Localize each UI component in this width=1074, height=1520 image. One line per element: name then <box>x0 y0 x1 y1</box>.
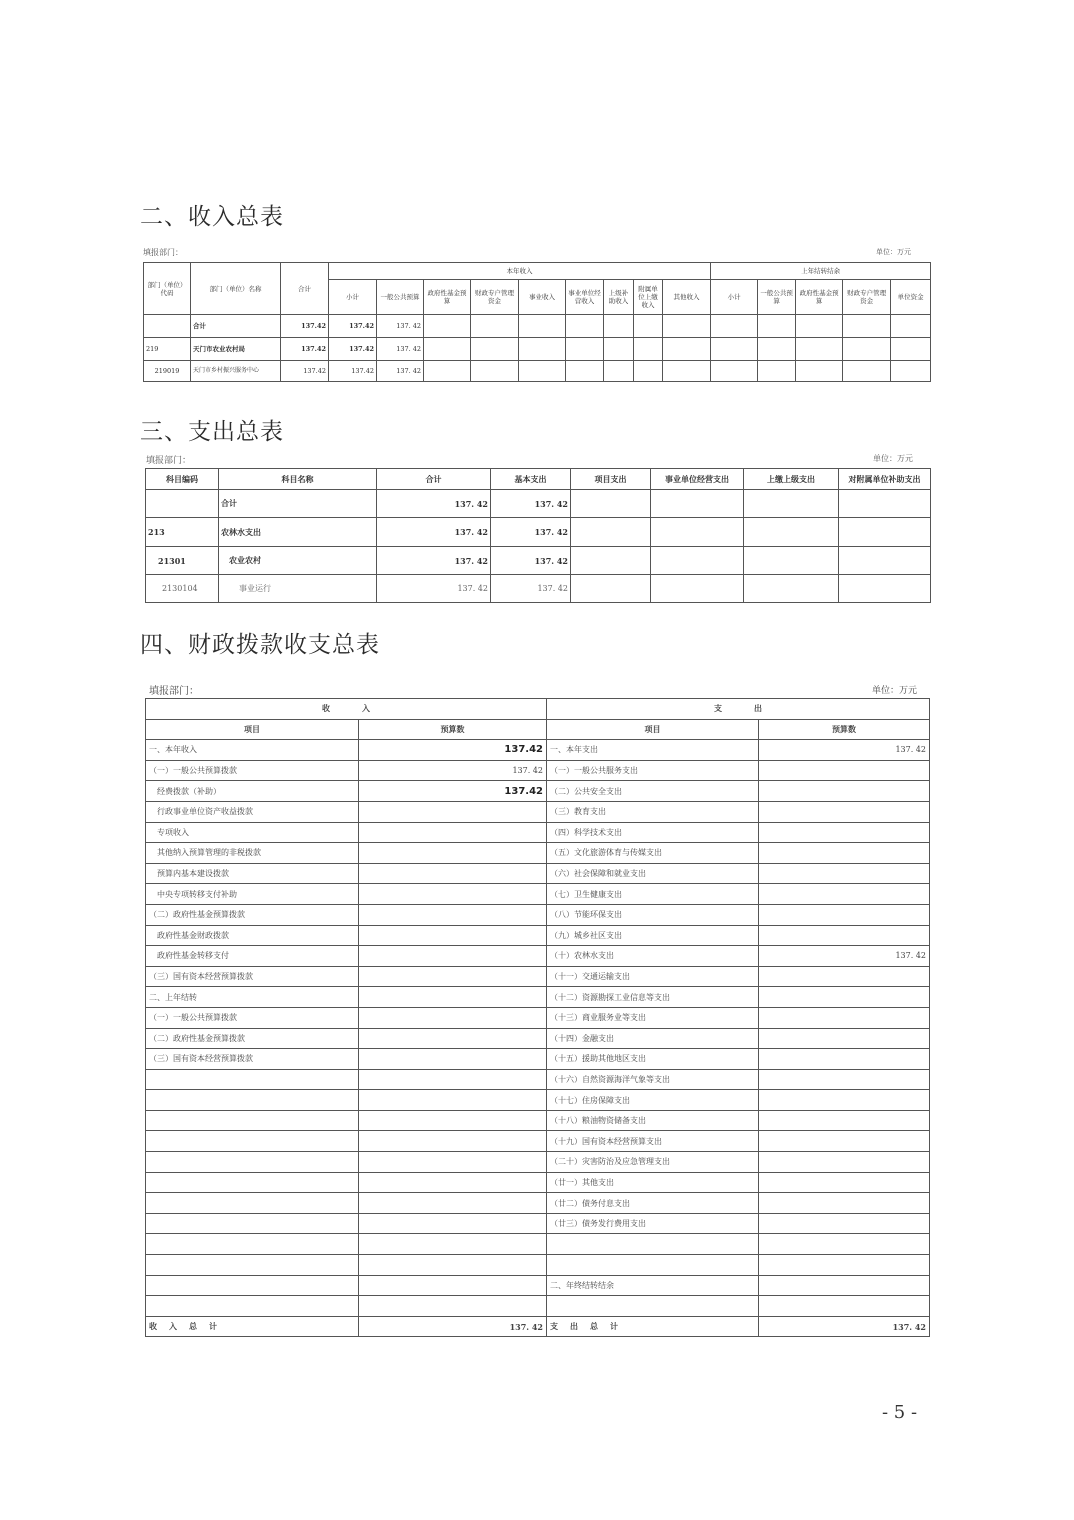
header-prev-year: 上年结转结余 <box>711 263 931 280</box>
income-value <box>359 1152 547 1173</box>
unit-label: 单位：万元 <box>873 454 913 463</box>
expense-item: （一）一般公共服务支出 <box>547 760 759 781</box>
expense-total-label: 支出总计 <box>547 1316 759 1337</box>
expense-value <box>759 1049 930 1070</box>
table-row <box>146 1069 930 1090</box>
income-item: （二）政府性基金预算拨款 <box>146 1028 359 1049</box>
row-name: 合计 <box>191 315 281 338</box>
expense-value <box>759 781 930 802</box>
fill-dept-label: 填报部门： <box>146 456 192 466</box>
expense-value <box>759 1255 930 1276</box>
income-item <box>146 1152 359 1173</box>
expense-value <box>759 1131 930 1152</box>
header-col: 事业收入 <box>519 280 566 315</box>
table-row <box>146 1152 930 1173</box>
header-col: 政府性基金预算 <box>796 280 843 315</box>
expense-item: （十四）金融支出 <box>547 1028 759 1049</box>
income-value <box>359 1069 547 1090</box>
row-basic: 137. 42 <box>491 547 571 575</box>
row-subtotal: 137.42 <box>329 315 377 338</box>
income-value: 137. 42 <box>359 760 547 781</box>
expense-item: （廿一）其他支出 <box>547 1172 759 1193</box>
fill-dept-label: 填报部门： <box>149 686 199 697</box>
income-total-label: 收入总计 <box>146 1316 359 1337</box>
table-row <box>146 925 930 946</box>
income-value: 137.42 <box>359 781 547 802</box>
header-dept-name: 部门（单位）名称 <box>191 263 281 315</box>
expense-value <box>759 822 930 843</box>
income-item: 政府性基金财政拨款 <box>146 925 359 946</box>
page-number: - 5 - <box>882 1402 918 1423</box>
income-value <box>359 1172 547 1193</box>
income-value <box>359 1007 547 1028</box>
header-total: 合计 <box>377 469 491 490</box>
row-name: 合计 <box>219 490 377 518</box>
expense-item: （十一）交通运输支出 <box>547 966 759 987</box>
header-subject-code: 科目编码 <box>146 469 219 490</box>
income-value <box>359 801 547 822</box>
table-row <box>144 338 931 361</box>
unit-label: 单位：万元 <box>876 248 911 256</box>
income-item: 其他纳入预算管理的非税拨款 <box>146 843 359 864</box>
income-item: （一）一般公共预算拨款 <box>146 1007 359 1028</box>
income-item <box>146 1110 359 1131</box>
income-value <box>359 1028 547 1049</box>
expense-value <box>759 1069 930 1090</box>
header-total: 合计 <box>281 263 329 315</box>
expense-item: （七）卫生健康支出 <box>547 884 759 905</box>
income-value <box>359 843 547 864</box>
expense-item: 一、本年支出 <box>547 740 759 761</box>
income-item <box>146 1193 359 1214</box>
income-value: 137.42 <box>359 740 547 761</box>
expense-value <box>759 1152 930 1173</box>
income-item: 一、本年收入 <box>146 740 359 761</box>
income-header: 收 入 <box>146 699 547 720</box>
income-item: （一）一般公共预算拨款 <box>146 760 359 781</box>
table-row <box>146 1296 930 1317</box>
row-total: 137.42 <box>281 315 329 338</box>
expense-value <box>759 1028 930 1049</box>
table-row <box>146 801 930 822</box>
expense-value <box>759 1275 930 1296</box>
expense-total-value: 137. 42 <box>759 1316 930 1337</box>
header-col: 附属单位上缴收入 <box>634 280 663 315</box>
income-item: 专项收入 <box>146 822 359 843</box>
expense-value <box>759 863 930 884</box>
expense-item: （六）社会保障和就业支出 <box>547 863 759 884</box>
row-code: 219 <box>144 338 191 361</box>
table-row <box>144 361 931 382</box>
income-item: （二）政府性基金预算拨款 <box>146 904 359 925</box>
income-item <box>146 1213 359 1234</box>
income-value <box>359 1090 547 1111</box>
table-row <box>146 1275 930 1296</box>
header-upper: 上缴上级支出 <box>744 469 839 490</box>
income-value <box>359 925 547 946</box>
expense-value <box>759 1110 930 1131</box>
table-row <box>146 1255 930 1276</box>
expense-value <box>759 1213 930 1234</box>
income-item: （三）国有资本经营预算拨款 <box>146 966 359 987</box>
expense-value <box>759 987 930 1008</box>
income-table <box>143 262 931 382</box>
income-value <box>359 884 547 905</box>
table-row <box>146 1213 930 1234</box>
row-subtotal: 137.42 <box>329 361 377 382</box>
expense-item-header: 项目 <box>547 719 759 740</box>
income-value <box>359 1049 547 1070</box>
row-general: 137. 42 <box>377 361 424 382</box>
table-row <box>146 1028 930 1049</box>
table-row <box>146 1234 930 1255</box>
expense-item: （廿二）债务付息支出 <box>547 1193 759 1214</box>
table-row <box>146 843 930 864</box>
row-total: 137.42 <box>281 338 329 361</box>
expense-item: （四）科学技术支出 <box>547 822 759 843</box>
expense-item: （八）节能环保支出 <box>547 904 759 925</box>
header-col: 上级补助收入 <box>604 280 634 315</box>
expense-item: （十三）商业服务业等支出 <box>547 1007 759 1028</box>
row-code: 21301 <box>146 547 219 575</box>
income-value <box>359 987 547 1008</box>
header-project: 项目支出 <box>571 469 651 490</box>
expense-item: （十二）资源勘探工业信息等支出 <box>547 987 759 1008</box>
fill-dept-label: 填报部门： <box>143 248 183 257</box>
table-row <box>146 863 930 884</box>
row-total: 137.42 <box>281 361 329 382</box>
expense-value: 137. 42 <box>759 946 930 967</box>
header-business: 事业单位经营支出 <box>651 469 744 490</box>
table-row <box>146 987 930 1008</box>
row-name: 农林水支出 <box>219 518 377 547</box>
expense-value <box>759 801 930 822</box>
expense-value <box>759 1090 930 1111</box>
table-row <box>146 966 930 987</box>
expense-item: （十八）粮油物资储备支出 <box>547 1110 759 1131</box>
header-col: 财政专户管理资金 <box>843 280 891 315</box>
header-col: 政府性基金预算 <box>424 280 471 315</box>
income-item <box>146 1275 359 1296</box>
header-col: 一般公共预算 <box>377 280 424 315</box>
header-subsidy: 对附属单位补助支出 <box>839 469 931 490</box>
table-row <box>146 1193 930 1214</box>
header-col: 一般公共预算 <box>758 280 796 315</box>
expense-item: （十七）住房保障支出 <box>547 1090 759 1111</box>
row-total: 137. 42 <box>377 547 491 575</box>
expense-header: 支 出 <box>547 699 930 720</box>
table-row <box>146 1110 930 1131</box>
expense-item <box>547 1234 759 1255</box>
table-row <box>146 946 930 967</box>
table-row <box>146 518 931 547</box>
row-code <box>144 315 191 338</box>
income-value <box>359 822 547 843</box>
table-row <box>146 1090 930 1111</box>
section-title-income: 二、收入总表 <box>140 204 284 230</box>
income-value <box>359 1213 547 1234</box>
row-name: 天门市乡村振兴服务中心 <box>191 361 281 382</box>
table-row <box>146 740 930 761</box>
income-item: （三）国有资本经营预算拨款 <box>146 1049 359 1070</box>
row-general: 137. 42 <box>377 338 424 361</box>
table-row <box>146 547 931 575</box>
table-row <box>146 1172 930 1193</box>
section-title-fiscal: 四、财政拨款收支总表 <box>140 632 380 658</box>
expense-item: （五）文化旅游体育与传媒支出 <box>547 843 759 864</box>
income-item: 预算内基本建设拨款 <box>146 863 359 884</box>
expense-value <box>759 1234 930 1255</box>
fiscal-table <box>145 698 930 1337</box>
income-item: 经费拨款（补助） <box>146 781 359 802</box>
expense-value <box>759 884 930 905</box>
table-row <box>146 760 930 781</box>
expense-value <box>759 1172 930 1193</box>
expense-item: （十）农林水支出 <box>547 946 759 967</box>
income-item <box>146 1234 359 1255</box>
income-item <box>146 1069 359 1090</box>
income-item: 政府性基金转移支付 <box>146 946 359 967</box>
header-current-year: 本年收入 <box>329 263 711 280</box>
unit-label: 单位：万元 <box>872 686 918 696</box>
income-budget-header: 预算数 <box>359 719 547 740</box>
table-row <box>146 1131 930 1152</box>
header-col: 单位资金 <box>891 280 931 315</box>
income-item <box>146 1296 359 1317</box>
expense-item: （二）公共安全支出 <box>547 781 759 802</box>
income-item-header: 项目 <box>146 719 359 740</box>
expense-item <box>547 1296 759 1317</box>
table-row <box>146 884 930 905</box>
expense-value <box>759 1193 930 1214</box>
header-subject-name: 科目名称 <box>219 469 377 490</box>
expense-item <box>547 1255 759 1276</box>
income-value <box>359 946 547 967</box>
table-row <box>146 1049 930 1070</box>
row-total: 137. 42 <box>377 575 491 603</box>
income-value <box>359 863 547 884</box>
row-name: 农业农村 <box>219 547 377 575</box>
expense-item: （十九）国有资本经营预算支出 <box>547 1131 759 1152</box>
expense-value <box>759 904 930 925</box>
header-col: 其他收入 <box>663 280 711 315</box>
income-value <box>359 904 547 925</box>
income-value <box>359 1234 547 1255</box>
row-total: 137. 42 <box>377 518 491 547</box>
row-basic: 137. 42 <box>491 575 571 603</box>
income-item: 中央专项转移支付补助 <box>146 884 359 905</box>
income-value <box>359 1296 547 1317</box>
income-value <box>359 966 547 987</box>
table-row <box>146 575 931 603</box>
header-col: 事业单位经营收入 <box>566 280 604 315</box>
table-row <box>146 490 931 518</box>
expense-value <box>759 1296 930 1317</box>
expense-item: （十六）自然资源海洋气象等支出 <box>547 1069 759 1090</box>
expense-item: （二十）灾害防治及应急管理支出 <box>547 1152 759 1173</box>
expense-value: 137. 42 <box>759 740 930 761</box>
row-code <box>146 490 219 518</box>
expense-item: （十五）援助其他地区支出 <box>547 1049 759 1070</box>
header-basic: 基本支出 <box>491 469 571 490</box>
table-row <box>146 822 930 843</box>
row-name: 事业运行 <box>219 575 377 603</box>
table-row <box>146 781 930 802</box>
row-code: 2130104 <box>146 575 219 603</box>
header-dept-code: 部门（单位）代码 <box>144 263 191 315</box>
income-item <box>146 1131 359 1152</box>
section-title-expense: 三、支出总表 <box>140 419 284 445</box>
expense-item: （廿三）债务发行费用支出 <box>547 1213 759 1234</box>
income-item <box>146 1090 359 1111</box>
row-name: 天门市农业农村局 <box>191 338 281 361</box>
expense-value <box>759 1007 930 1028</box>
expense-value <box>759 843 930 864</box>
income-total-value: 137. 42 <box>359 1316 547 1337</box>
table-row <box>146 1007 930 1028</box>
expense-value <box>759 925 930 946</box>
expense-item: （九）城乡社区支出 <box>547 925 759 946</box>
income-item: 二、上年结转 <box>146 987 359 1008</box>
income-item <box>146 1255 359 1276</box>
row-subtotal: 137.42 <box>329 338 377 361</box>
income-value <box>359 1131 547 1152</box>
header-col: 小计 <box>711 280 758 315</box>
income-value <box>359 1255 547 1276</box>
row-general: 137. 42 <box>377 315 424 338</box>
row-total: 137. 42 <box>377 490 491 518</box>
row-code: 213 <box>146 518 219 547</box>
table-row <box>144 315 931 338</box>
income-value <box>359 1110 547 1131</box>
expense-budget-header: 预算数 <box>759 719 930 740</box>
income-item: 行政事业单位资产收益拨款 <box>146 801 359 822</box>
expense-value <box>759 966 930 987</box>
row-code: 219019 <box>144 361 191 382</box>
expense-item: （三）教育支出 <box>547 801 759 822</box>
expense-value <box>759 760 930 781</box>
row-basic: 137. 42 <box>491 518 571 547</box>
header-col: 财政专户管理资金 <box>471 280 519 315</box>
income-item <box>146 1172 359 1193</box>
income-value <box>359 1193 547 1214</box>
expense-item: 二、年终结转结余 <box>547 1275 759 1296</box>
table-row <box>146 904 930 925</box>
row-basic: 137. 42 <box>491 490 571 518</box>
expense-table <box>145 468 931 603</box>
income-value <box>359 1275 547 1296</box>
header-col: 小计 <box>329 280 377 315</box>
